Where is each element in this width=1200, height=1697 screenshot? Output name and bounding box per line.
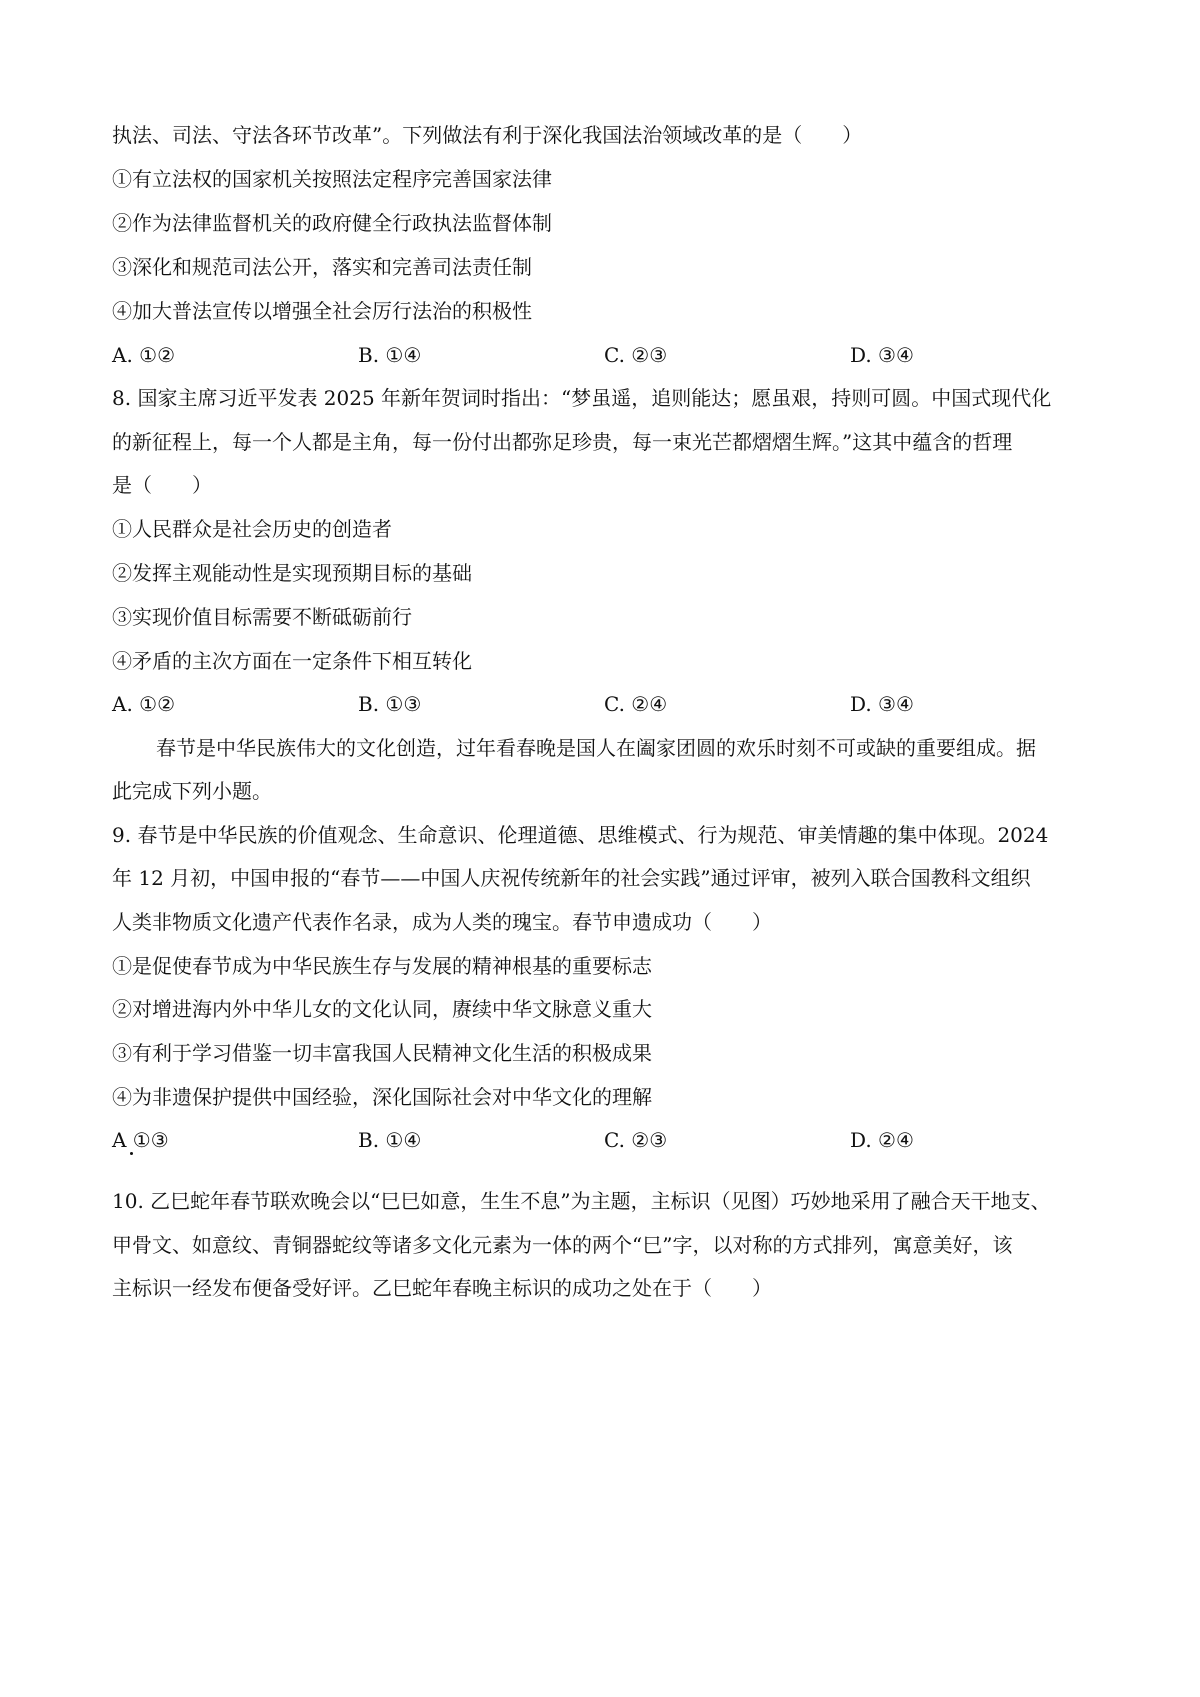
- q9-choice-d: D. ②④: [850, 1128, 914, 1152]
- q9-stem-line-3: 人类非物质文化遗产代表作名录，成为人类的瑰宝。春节申遗成功（ ）: [112, 910, 772, 934]
- q9-choices: [112, 1125, 1112, 1155]
- q7-item-1: ①有立法权的国家机关按照法定程序完善国家法律: [112, 167, 552, 191]
- q9-item-3: ③有利于学习借鉴一切丰富我国人民精神文化生活的积极成果: [112, 1041, 652, 1065]
- q9-item-2: ②对增进海内外中华儿女的文化认同，赓续中华文脉意义重大: [112, 997, 652, 1021]
- q9-choice-b: B. ①④: [358, 1128, 422, 1152]
- q7-item-3: ③深化和规范司法公开，落实和完善司法责任制: [112, 255, 532, 279]
- q8-stem-line-1: 8. 国家主席习近平发表 2025 年新年贺词时指出：“梦虽遥，追则能达；愿虽艰，持则可圆。中国式现代化: [112, 386, 1052, 410]
- q9-item-1: ①是促使春节成为中华民族生存与发展的精神根基的重要标志: [112, 954, 652, 978]
- q8-choices: [112, 689, 1112, 719]
- q8-choice-b: B. ①③: [358, 692, 422, 716]
- q7-item-2: ②作为法律监督机关的政府健全行政执法监督体制: [112, 211, 552, 235]
- q8-choice-c: C. ②④: [604, 692, 668, 716]
- q7-item-4: ④加大普法宣传以增强全社会厉行法治的积极性: [112, 299, 532, 323]
- q8-choice-a: A. ①②: [112, 692, 176, 716]
- q8-item-2: ②发挥主观能动性是实现预期目标的基础: [112, 561, 472, 585]
- q7-choice-d: D. ③④: [850, 343, 914, 367]
- q9-stem-line-1: 9. 春节是中华民族的价值观念、生命意识、伦理道德、思维模式、行为规范、审美情趣的集中体现。2024: [112, 823, 1049, 847]
- q8-stem-line-2: 的新征程上，每一个人都是主角，每一份付出都弥足珍贵，每一束光芒都熠熠生辉。”这其中蕴含的哲理: [112, 430, 1013, 454]
- material-line-2: 此完成下列小题。: [112, 779, 272, 803]
- q9-choice-c: C. ②③: [604, 1128, 668, 1152]
- q8-choice-d: D. ③④: [850, 692, 914, 716]
- q10-stem-line-3: 主标识一经发布便备受好评。乙巳蛇年春晚主标识的成功之处在于（ ）: [112, 1276, 772, 1300]
- choice-a-dot-mark: [130, 1152, 133, 1155]
- q7-choice-c: C. ②③: [604, 343, 668, 367]
- q8-stem-line-3: 是（ ）: [112, 473, 212, 497]
- q10-stem-line-2: 甲骨文、如意纹、青铜器蛇纹等诸多文化元素为一体的两个“巳”字，以对称的方式排列，寓意美好，该: [112, 1233, 1013, 1257]
- material-line-1: 春节是中华民族伟大的文化创造，过年看春晚是国人在阖家团圆的欢乐时刻不可或缺的重要组成。据: [156, 736, 1036, 760]
- q8-item-1: ①人民群众是社会历史的创造者: [112, 517, 392, 541]
- q7-choice-a: A. ①②: [112, 343, 176, 367]
- q10-stem-line-1: 10. 乙巳蛇年春节联欢晚会以“巳巳如意，生生不息”为主题，主标识（见图）巧妙地采用了融合天干地支、: [112, 1189, 1051, 1213]
- q7-stem-line: 执法、司法、守法各环节改革”。下列做法有利于深化我国法治领域改革的是（ ）: [112, 123, 863, 147]
- q7-choices: [112, 340, 1112, 370]
- q7-choice-b: B. ①④: [358, 343, 422, 367]
- q9-item-4: ④为非遗保护提供中国经验，深化国际社会对中华文化的理解: [112, 1085, 652, 1109]
- q9-choice-a: A ①③: [112, 1128, 169, 1152]
- q8-item-3: ③实现价值目标需要不断砥砺前行: [112, 605, 412, 629]
- q8-item-4: ④矛盾的主次方面在一定条件下相互转化: [112, 649, 472, 673]
- q9-stem-line-2: 年 12 月初，中国申报的“春节——中国人庆祝传统新年的社会实践”通过评审，被列入联合国教科文组织: [112, 866, 1031, 890]
